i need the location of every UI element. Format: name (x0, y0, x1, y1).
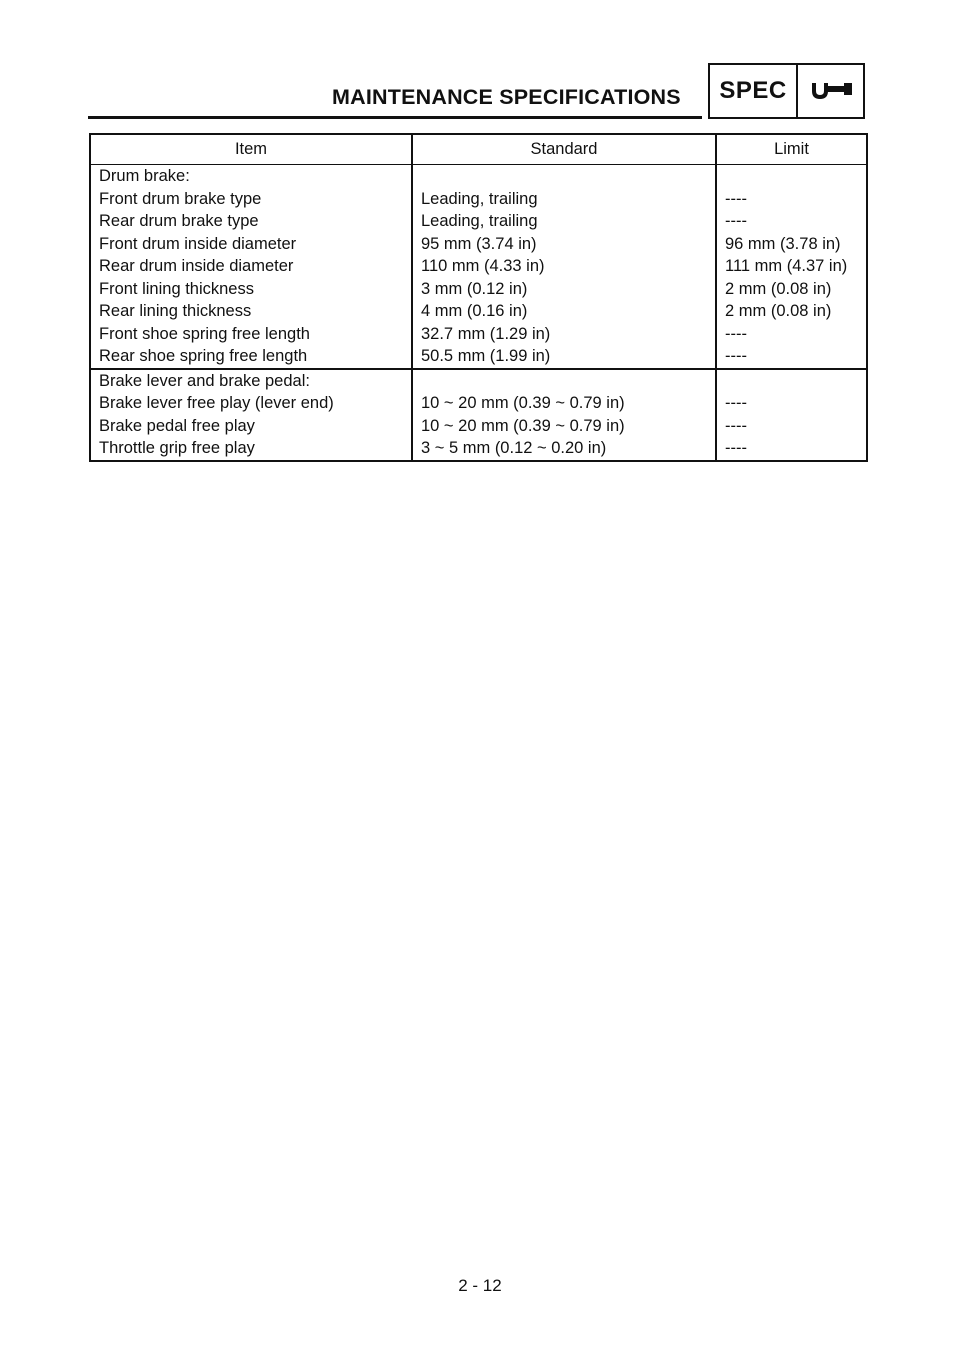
standard-cell: 32.7 mm (1.29 in) (412, 323, 716, 346)
limit-cell: ---- (716, 188, 867, 211)
limit-cell: 2 mm (0.08 in) (716, 300, 867, 323)
spec-table (89, 133, 868, 462)
item-cell: Rear drum brake type (90, 210, 412, 233)
limit-cell: 96 mm (3.78 in) (716, 233, 867, 256)
table-group-drum-brake (90, 165, 867, 369)
item-cell: Front shoe spring free length (90, 323, 412, 346)
table-row (90, 188, 867, 211)
spec-badge-label: SPEC (710, 65, 798, 117)
item-cell: Rear lining thickness (90, 300, 412, 323)
column-header-standard: Standard (412, 134, 716, 165)
limit-cell: ---- (716, 210, 867, 233)
standard-cell: 95 mm (3.74 in) (412, 233, 716, 256)
standard-cell: 3 ~ 5 mm (0.12 ~ 0.20 in) (412, 437, 716, 461)
page-number: 2 - 12 (458, 1276, 502, 1295)
spec-badge (708, 63, 865, 119)
table-row (90, 300, 867, 323)
page-title: MAINTENANCE SPECIFICATIONS (332, 85, 681, 109)
table-row (90, 165, 867, 188)
item-cell: Throttle grip free play (90, 437, 412, 461)
item-cell: Brake pedal free play (90, 415, 412, 438)
limit-cell: ---- (716, 345, 867, 369)
title-underline (88, 116, 702, 119)
table-row (90, 210, 867, 233)
limit-cell: ---- (716, 415, 867, 438)
limit-cell: 2 mm (0.08 in) (716, 278, 867, 301)
standard-cell: 50.5 mm (1.99 in) (412, 345, 716, 369)
table-group-brake-lever-pedal (90, 369, 867, 461)
table-row (90, 369, 867, 393)
table-row (90, 323, 867, 346)
standard-cell: 3 mm (0.12 in) (412, 278, 716, 301)
standard-cell: Leading, trailing (412, 210, 716, 233)
column-header-item: Item (90, 134, 412, 165)
column-header-limit: Limit (716, 134, 867, 165)
standard-cell: 10 ~ 20 mm (0.39 ~ 0.79 in) (412, 415, 716, 438)
limit-cell: ---- (716, 323, 867, 346)
limit-cell: ---- (716, 392, 867, 415)
limit-cell: ---- (716, 437, 867, 461)
table-row (90, 233, 867, 256)
standard-cell: 10 ~ 20 mm (0.39 ~ 0.79 in) (412, 392, 716, 415)
group-heading: Drum brake: (90, 165, 412, 188)
item-cell: Front lining thickness (90, 278, 412, 301)
item-cell: Rear shoe spring free length (90, 345, 412, 369)
limit-cell: 111 mm (4.37 in) (716, 255, 867, 278)
item-cell: Brake lever free play (lever end) (90, 392, 412, 415)
item-cell: Front drum inside diameter (90, 233, 412, 256)
table-row (90, 437, 867, 461)
table-row (90, 255, 867, 278)
standard-cell: 4 mm (0.16 in) (412, 300, 716, 323)
item-cell: Rear drum inside diameter (90, 255, 412, 278)
standard-cell: 110 mm (4.33 in) (412, 255, 716, 278)
table-header-row (90, 134, 867, 165)
wrench-icon (798, 65, 863, 117)
table-row (90, 278, 867, 301)
group-heading: Brake lever and brake pedal: (90, 369, 412, 393)
table-row (90, 415, 867, 438)
standard-cell: Leading, trailing (412, 188, 716, 211)
item-cell: Front drum brake type (90, 188, 412, 211)
table-row (90, 345, 867, 369)
table-row (90, 392, 867, 415)
